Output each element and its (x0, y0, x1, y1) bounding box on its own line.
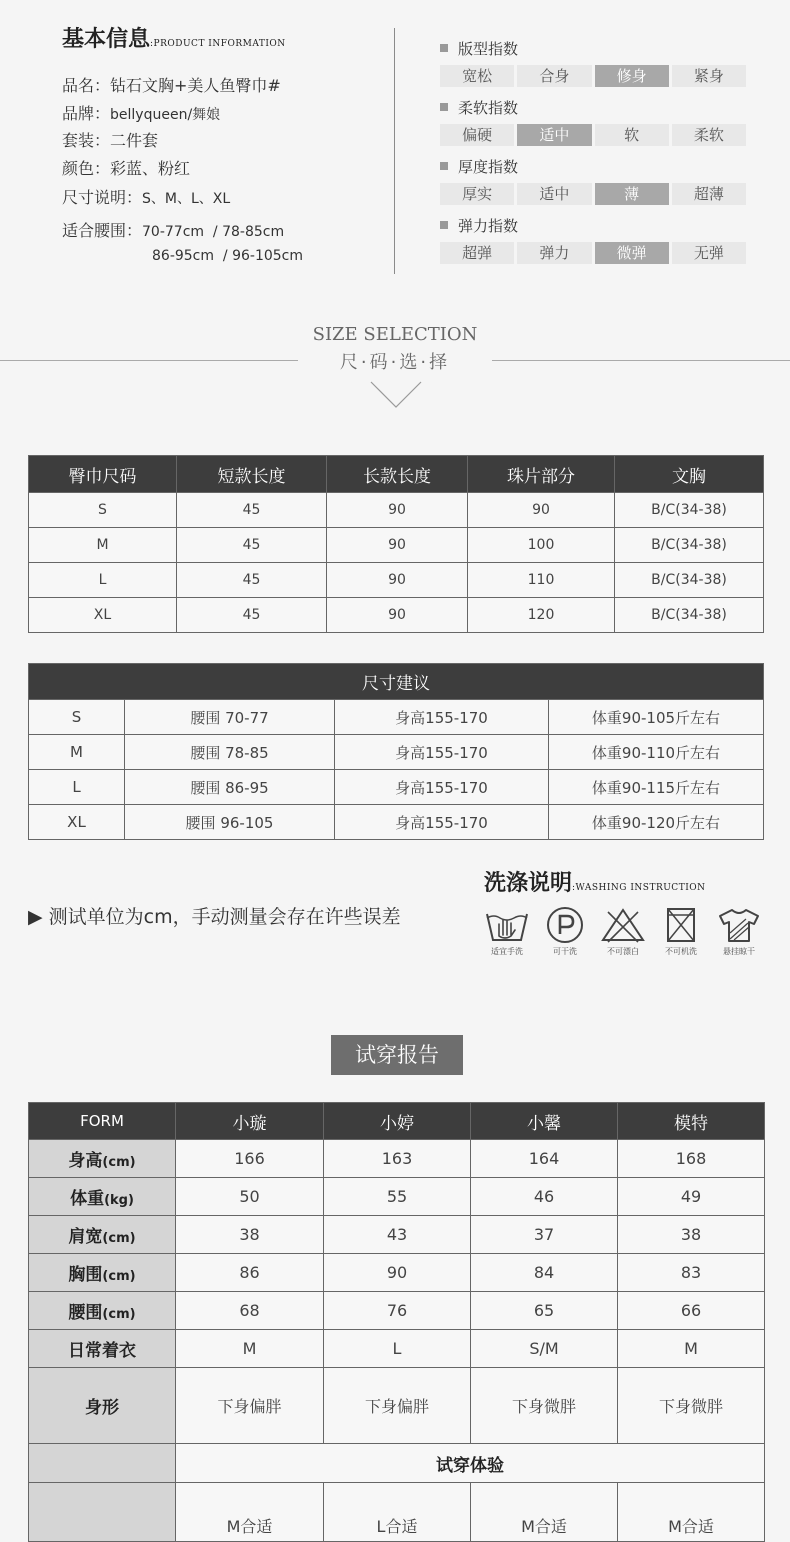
table-header-cell: 臀巾尺码 (29, 456, 177, 493)
row-header: 体重(kg) (29, 1178, 176, 1216)
table-cell: L (29, 563, 177, 598)
table-cell: 45 (177, 598, 327, 633)
table-cell: L (324, 1330, 471, 1368)
hand-wash-icon (484, 906, 530, 944)
table-row (29, 1140, 765, 1178)
product-info-section (0, 0, 790, 300)
heading-rule-left (0, 360, 298, 361)
table-header-cell: 模特 (618, 1103, 765, 1140)
table-row (29, 1216, 765, 1254)
table-cell: M (618, 1330, 765, 1368)
no-bleach-icon (600, 906, 646, 944)
washing-label: 不可机洗 (665, 947, 697, 956)
table-cell: S/M (471, 1330, 618, 1368)
square-bullet-icon (440, 221, 448, 229)
row-header: 身形 (29, 1368, 176, 1444)
table-cell: 体重90-115斤左右 (549, 770, 764, 805)
index-option: 软 (595, 124, 669, 146)
row-header: 身高(cm) (29, 1140, 176, 1178)
table-row (29, 1254, 765, 1292)
table-cell: 90 (324, 1254, 471, 1292)
table-cell: 下身微胖 (471, 1368, 618, 1444)
index-bar-thickness (440, 183, 746, 205)
table-cell: M合适 (618, 1483, 765, 1542)
product-info-title: 基本信息:PRODUCT INFORMATION (62, 26, 286, 52)
row-header: 胸围(cm) (29, 1254, 176, 1292)
table-cell: M合适 (471, 1483, 618, 1542)
chevron-down-icon (368, 376, 424, 410)
table-header-cell: FORM (29, 1103, 176, 1140)
measurement-note: ▶ 测试单位为cm，手动测量会存在许些误差 (28, 906, 401, 928)
table-cell: 90 (327, 493, 468, 528)
index-option: 紧身 (672, 65, 746, 87)
table-cell: 166 (176, 1140, 324, 1178)
row-header: 腰围(cm) (29, 1292, 176, 1330)
info-row-size: 尺寸说明：S、M、L、XL (62, 188, 231, 207)
experience-header: 试穿体验 (176, 1444, 765, 1483)
table-row (29, 1368, 765, 1444)
washing-label: 适宜手洗 (491, 947, 523, 956)
table-header-row (29, 456, 764, 493)
table-cell: 身高155-170 (335, 770, 549, 805)
index-option: 柔软 (672, 124, 746, 146)
table-header-cell: 小璇 (176, 1103, 324, 1140)
table-cell: 45 (177, 493, 327, 528)
table-cell: 86 (176, 1254, 324, 1292)
table-cell: 45 (177, 528, 327, 563)
size-selection-title-cn: 尺·码·选·择 (339, 352, 451, 373)
table-cell: 90 (327, 528, 468, 563)
table-cell: 90 (327, 563, 468, 598)
table-cell: XL (29, 598, 177, 633)
table-cell: XL (29, 805, 125, 840)
info-row-waist-line2: 86-95cm / 96-105cm (152, 248, 304, 264)
index-option: 超薄 (672, 183, 746, 205)
washing-item (652, 906, 710, 957)
table-cell: L合适 (324, 1483, 471, 1542)
table-header-cell: 文胸 (615, 456, 764, 493)
size-suggestion-table (28, 663, 764, 840)
table-cell: 38 (618, 1216, 765, 1254)
table-cell: 37 (471, 1216, 618, 1254)
table-cell: M (29, 528, 177, 563)
table-cell: 体重90-105斤左右 (549, 700, 764, 735)
row-header: 肩宽(cm) (29, 1216, 176, 1254)
table-cell: 50 (176, 1178, 324, 1216)
table-cell: B/C(34-38) (615, 528, 764, 563)
table-row (29, 1483, 765, 1542)
table-cell: M (176, 1330, 324, 1368)
hang-dry-icon (716, 906, 762, 944)
table-cell: 100 (468, 528, 615, 563)
square-bullet-icon (440, 44, 448, 52)
table-cell: 体重90-120斤左右 (549, 805, 764, 840)
index-option-selected: 修身 (595, 65, 669, 87)
index-option: 宽松 (440, 65, 514, 87)
washing-label: 不可漂白 (607, 947, 639, 956)
fitting-report-table (28, 1102, 765, 1542)
washing-icons (478, 906, 768, 957)
table-cell: 68 (176, 1292, 324, 1330)
table-cell: 腰围 70-77 (125, 700, 335, 735)
index-label-softness: 柔软指数 (440, 97, 518, 118)
table-cell: 下身偏胖 (176, 1368, 324, 1444)
info-row-color: 颜色：彩蓝、粉红 (62, 159, 191, 178)
table-row (29, 563, 764, 598)
info-row-name: 品名：钻石文胸+美人鱼臀巾# (62, 76, 281, 95)
washing-item (478, 906, 536, 957)
index-option-selected: 适中 (517, 124, 591, 146)
table-cell: 120 (468, 598, 615, 633)
index-option: 合身 (517, 65, 591, 87)
table-cell: 腰围 96-105 (125, 805, 335, 840)
table-cell: 110 (468, 563, 615, 598)
index-label-elasticity: 弹力指数 (440, 215, 518, 236)
table-row (29, 735, 764, 770)
fitting-report-title: 试穿报告 (331, 1035, 463, 1075)
washing-item (710, 906, 768, 957)
row-header-empty (29, 1444, 176, 1483)
table-cell: 45 (177, 563, 327, 598)
table-cell: 身高155-170 (335, 700, 549, 735)
table-cell: S (29, 700, 125, 735)
table-header-cell: 小婷 (324, 1103, 471, 1140)
table-cell: 164 (471, 1140, 618, 1178)
index-bar-softness (440, 124, 746, 146)
table-cell: 90 (468, 493, 615, 528)
index-option-selected: 微弹 (595, 242, 669, 264)
dry-clean-icon (545, 906, 585, 944)
table-cell: B/C(34-38) (615, 598, 764, 633)
table-cell: S (29, 493, 177, 528)
index-label-fit: 版型指数 (440, 38, 518, 59)
table-cell: 身高155-170 (335, 805, 549, 840)
index-bar-elasticity (440, 242, 746, 264)
table-cell: 84 (471, 1254, 618, 1292)
size-table (28, 455, 764, 633)
table-cell: B/C(34-38) (615, 563, 764, 598)
table-cell: 下身微胖 (618, 1368, 765, 1444)
washing-title: 洗涤说明:WASHING INSTRUCTION (484, 870, 706, 896)
heading-rule-right (492, 360, 790, 361)
index-option: 弹力 (517, 242, 591, 264)
table-cell: 身高155-170 (335, 735, 549, 770)
table-row (29, 770, 764, 805)
table-row (29, 528, 764, 563)
table-row (29, 598, 764, 633)
table-cell: 腰围 78-85 (125, 735, 335, 770)
info-row-waist: 适合腰围：70-77cm / 78-85cm (62, 221, 285, 240)
table-cell: L (29, 770, 125, 805)
table-cell: 腰围 86-95 (125, 770, 335, 805)
index-option: 超弹 (440, 242, 514, 264)
index-bar-fit (440, 65, 746, 87)
no-machine-wash-icon (664, 906, 698, 944)
size-selection-title-en: SIZE SELECTION (312, 324, 478, 345)
table-cell: 体重90-110斤左右 (549, 735, 764, 770)
index-option: 厚实 (440, 183, 514, 205)
table-cell: 90 (327, 598, 468, 633)
table-row (29, 1292, 765, 1330)
table-cell: 49 (618, 1178, 765, 1216)
table-cell: B/C(34-38) (615, 493, 764, 528)
table-header-row (29, 664, 764, 700)
table-row (29, 700, 764, 735)
square-bullet-icon (440, 103, 448, 111)
table-header-cell: 长款长度 (327, 456, 468, 493)
vertical-divider (394, 28, 395, 274)
table-row (29, 805, 764, 840)
table-row (29, 1444, 765, 1483)
index-option-selected: 薄 (595, 183, 669, 205)
table-cell: 83 (618, 1254, 765, 1292)
table-title: 尺寸建议 (29, 664, 764, 700)
table-header-cell: 短款长度 (177, 456, 327, 493)
table-cell: 163 (324, 1140, 471, 1178)
info-row-brand: 品牌：bellyqueen/舞娘 (62, 104, 221, 123)
index-option: 无弹 (672, 242, 746, 264)
row-header-empty (29, 1483, 176, 1542)
table-cell: 76 (324, 1292, 471, 1330)
table-cell: 38 (176, 1216, 324, 1254)
table-cell: 下身偏胖 (324, 1368, 471, 1444)
washing-item (594, 906, 652, 957)
washing-label: 悬挂晾干 (723, 947, 755, 956)
row-header: 日常着衣 (29, 1330, 176, 1368)
table-cell: 43 (324, 1216, 471, 1254)
table-cell: M (29, 735, 125, 770)
table-header-row (29, 1103, 765, 1140)
table-header-cell: 小馨 (471, 1103, 618, 1140)
index-option: 适中 (517, 183, 591, 205)
table-row (29, 1178, 765, 1216)
info-row-set: 套装：二件套 (62, 131, 159, 150)
washing-label: 可干洗 (553, 947, 577, 956)
table-cell: 168 (618, 1140, 765, 1178)
square-bullet-icon (440, 162, 448, 170)
table-row (29, 1330, 765, 1368)
washing-item (536, 906, 594, 957)
table-cell: 46 (471, 1178, 618, 1216)
table-cell: 65 (471, 1292, 618, 1330)
index-option: 偏硬 (440, 124, 514, 146)
table-cell: 66 (618, 1292, 765, 1330)
index-label-thickness: 厚度指数 (440, 156, 518, 177)
table-cell: M合适 (176, 1483, 324, 1542)
table-row (29, 493, 764, 528)
table-header-cell: 珠片部分 (468, 456, 615, 493)
table-cell: 55 (324, 1178, 471, 1216)
